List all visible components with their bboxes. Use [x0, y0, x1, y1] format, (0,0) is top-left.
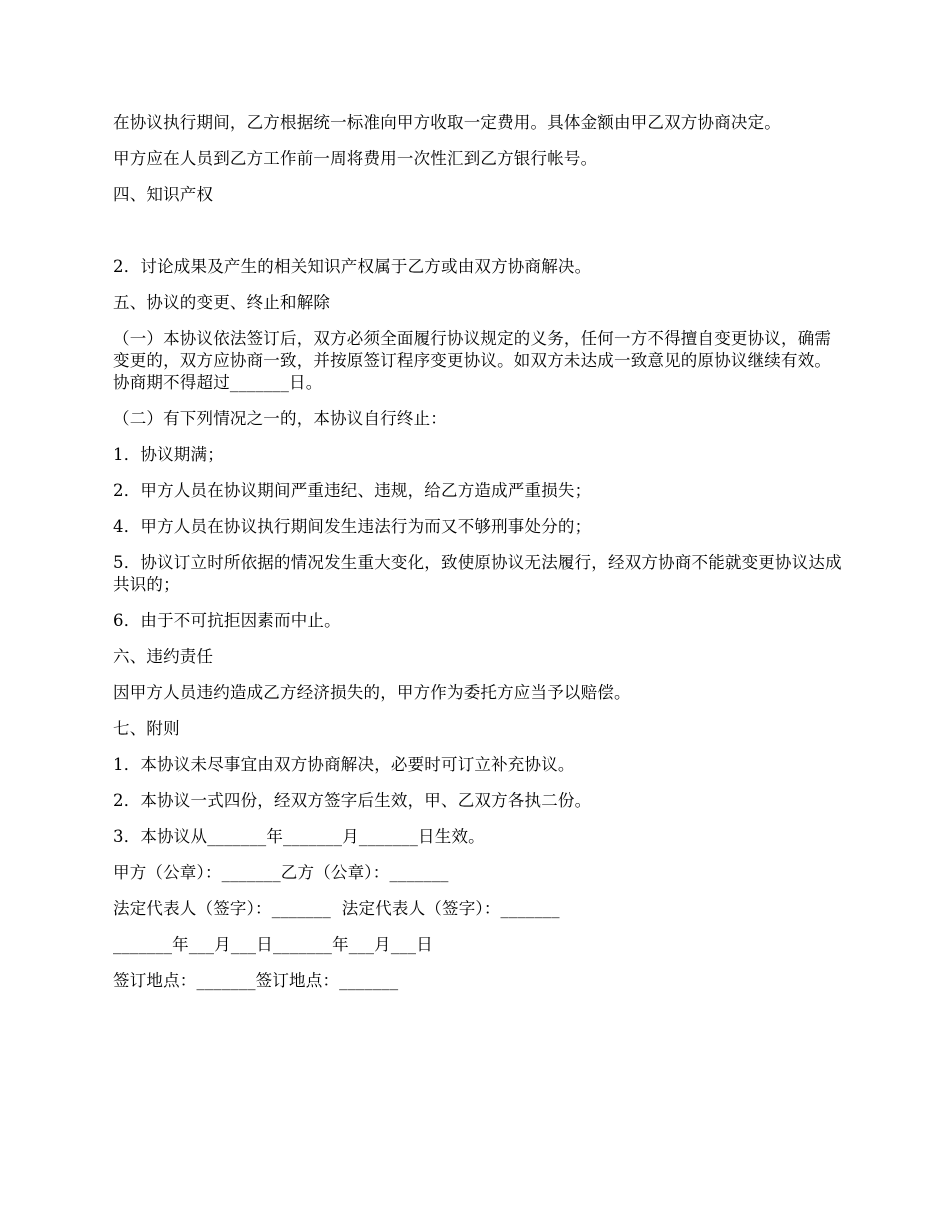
paragraph-fee-standard: 在协议执行期间，乙方根据统一标准向甲方收取一定费用。具体金额由甲乙双方协商决定。 [113, 113, 781, 132]
signature-dates: _______年___月___日_______年___月___日 [113, 935, 433, 954]
signature-seals: 甲方（公章）：_______乙方（公章）：_______ [113, 863, 449, 882]
signature-representatives: 法定代表人（签字）：_______ 法定代表人（签字）：_______ [113, 899, 560, 918]
list-item-major-change: 5．协议订立时所依据的情况发生重大变化，致使原协议无法履行，经双方协商不能就变更协议达成共识的； [113, 553, 842, 594]
list-item-expiry: 1．协议期满； [113, 445, 224, 464]
section-heading-liability: 六、违约责任 [113, 647, 214, 666]
list-item-violation: 2．甲方人员在协议期间严重违纪、违规，给乙方造成严重损失； [113, 481, 592, 500]
document-page [113, 112, 843, 1006]
section-heading-change-termination: 五、协议的变更、终止和解除 [113, 293, 331, 312]
signature-locations: 签订地点：_______签订地点：_______ [113, 971, 399, 990]
paragraph-termination-intro: （二）有下列情况之一的，本协议自行终止： [113, 409, 447, 428]
section-heading-ip: 四、知识产权 [113, 185, 214, 204]
paragraph-liability: 因甲方人员违约造成乙方经济损失的，甲方作为委托方应当予以赔偿。 [113, 683, 631, 702]
paragraph-change-clause: （一）本协议依法签订后，双方必须全面履行协议规定的义务，任何一方不得擅自变更协议，确需变更的，双方应协商一致，并按原签订程序变更协议。如双方未达成一致意见的原协议继续有效。协商期不得超过_______日。 [113, 329, 832, 392]
list-item-force-majeure: 6．由于不可抗拒因素而中止。 [113, 611, 341, 630]
list-item-illegal-act: 4．甲方人员在协议执行期间发生违法行为而又不够刑事处分的； [113, 517, 592, 536]
list-item-effective-date: 3．本协议从_______年_______月_______日生效。 [113, 827, 485, 846]
paragraph-ip-ownership: 2．讨论成果及产生的相关知识产权属于乙方或由双方协商解决。 [113, 257, 592, 276]
list-item-copies: 2．本协议一式四份，经双方签字后生效，甲、乙双方各执二份。 [113, 791, 592, 810]
paragraph-fee-remittance: 甲方应在人员到乙方工作前一周将费用一次性汇到乙方银行帐号。 [113, 149, 598, 168]
section-heading-supplementary: 七、附则 [113, 719, 180, 738]
list-item-supplementary-agreement: 1．本协议未尽事宜由双方协商解决，必要时可订立补充协议。 [113, 755, 575, 774]
